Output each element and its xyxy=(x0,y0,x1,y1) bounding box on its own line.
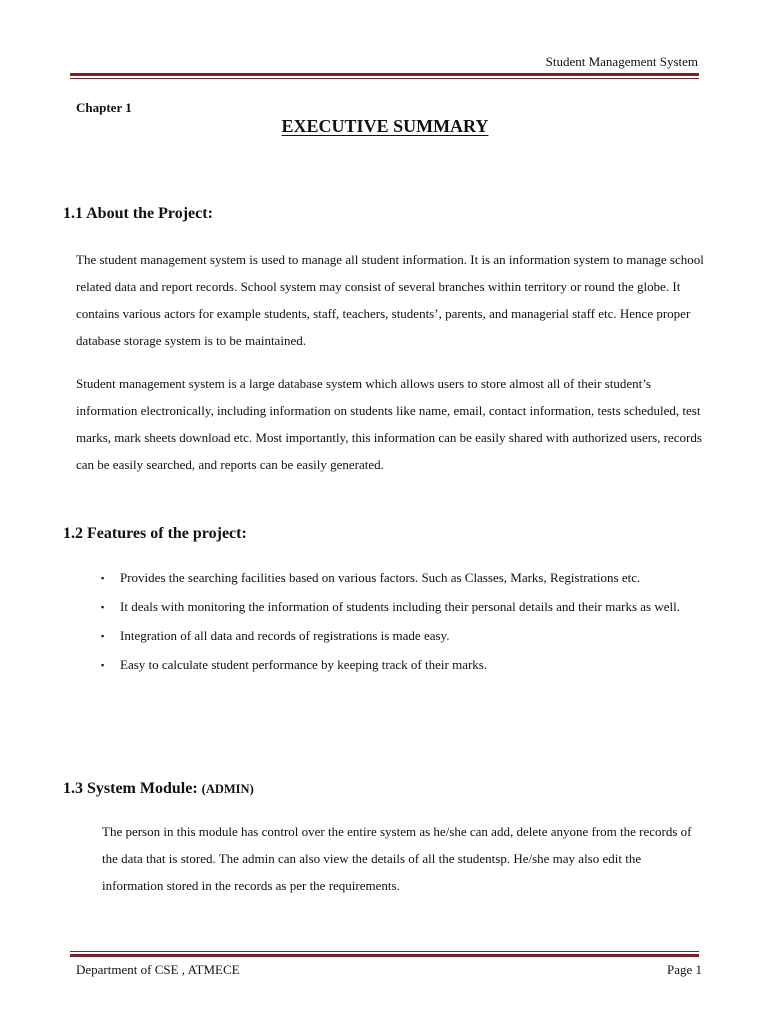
section-heading-module xyxy=(63,780,254,798)
list-item xyxy=(100,565,704,591)
bullet-icon: ▪ xyxy=(101,602,105,612)
module-paragraph: The person in this module has control over the entire system as he/she can add, delete anyone from the records of the data that is stored. The admin can also view the details of all the studentsp. He/she may also edit the information stored in the records as per the requirements. xyxy=(102,824,692,893)
feature-text: It deals with monitoring the information of students including their personal details and their marks as well. xyxy=(120,599,680,614)
page-number: Page 1 xyxy=(666,962,702,977)
about-paragraph-2: Student management system is a large database system which allows users to store almost all of their student’s information electronically, including information on students like name, email, contact information, tests scheduled, test marks, mark sheets download etc. Most importantly, this information can be easily shared with authorized users, records can be easily searched, and reports can be easily generated. xyxy=(76,376,702,472)
header-rule-thin xyxy=(70,78,699,79)
module-subheading: (ADMIN) xyxy=(201,782,254,796)
chapter-title: EXECUTIVE SUMMARY xyxy=(281,116,489,136)
bullet-icon: ▪ xyxy=(101,660,105,670)
footer-rule-thick xyxy=(70,954,699,957)
bullet-icon: ▪ xyxy=(101,631,105,641)
module-heading-text: 1.3 System Module: xyxy=(63,780,198,797)
chapter-label: Chapter 1 xyxy=(76,100,132,115)
section-heading-features: 1.2 Features of the project: xyxy=(63,525,247,542)
features-list xyxy=(100,565,704,681)
bullet-icon: ▪ xyxy=(101,573,105,583)
feature-text: Integration of all data and records of registrations is made easy. xyxy=(120,628,450,643)
header-rule-thick xyxy=(70,73,699,76)
list-item xyxy=(100,623,704,649)
section-heading-about: 1.1 About the Project: xyxy=(63,205,213,222)
footer-department: Department of CSE , ATMECE xyxy=(76,962,240,977)
feature-text: Easy to calculate student performance by keeping track of their marks. xyxy=(120,657,488,672)
list-item xyxy=(100,652,704,678)
chapter-title-wrapper xyxy=(0,116,768,137)
footer-rule-thin xyxy=(70,951,699,952)
running-header: Student Management System xyxy=(545,54,698,69)
about-paragraph-1: The student management system is used to manage all student information. It is an information system to manage school related data and report records. School system may consist of several branches within territory or round the globe. It contains various actors for example students, staff, teachers, students’, parents, and managerial staff etc. Hence proper database storage system is to be maintained. xyxy=(76,252,704,348)
feature-text: Provides the searching facilities based on various factors. Such as Classes, Marks, Registrations etc. xyxy=(120,570,641,585)
list-item xyxy=(100,594,704,620)
